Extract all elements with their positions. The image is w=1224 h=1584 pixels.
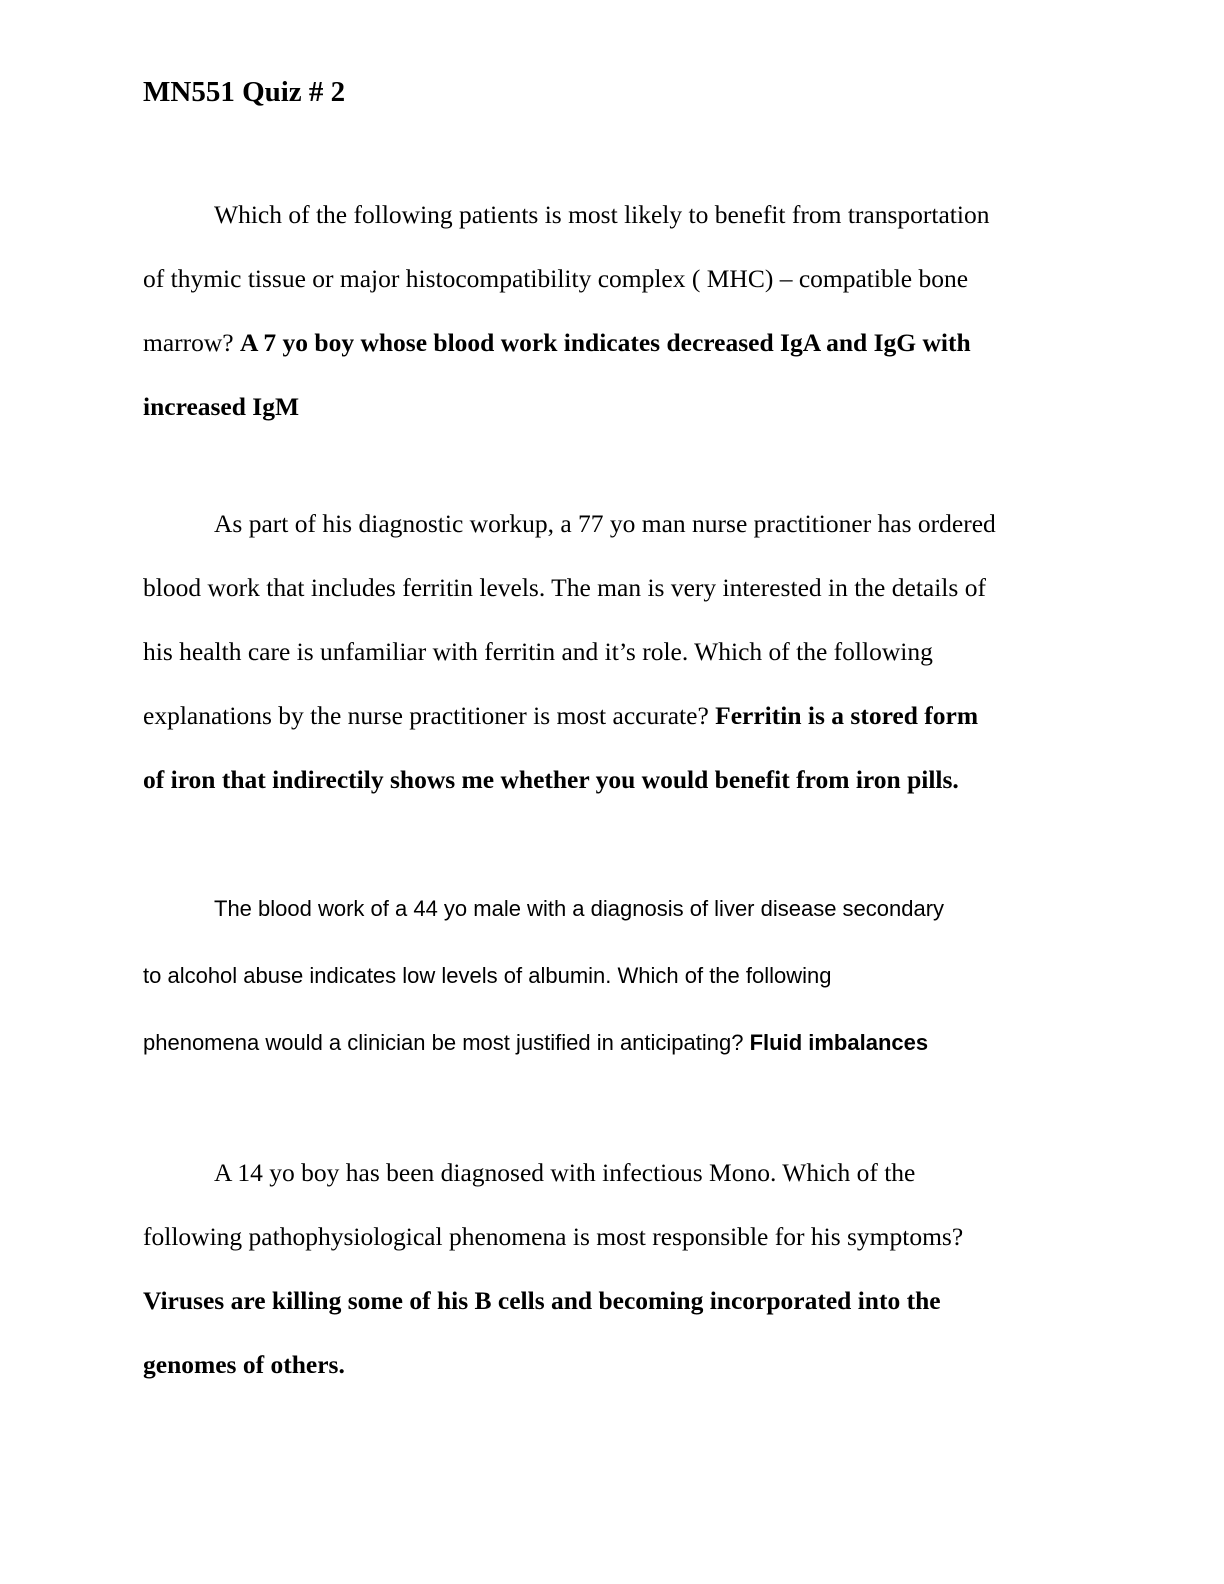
question-4-paragraph [143,1141,963,1397]
question-2-line-4: explanations by the nurse practitioner is most accurate? [143,701,716,730]
question-1-line-2: of thymic tissue or major histocompatibility complex ( MHC) – compatible bone [143,264,969,293]
question-2-line-1: As part of his diagnostic workup, a 77 yo man nurse practitioner has ordered [214,509,996,538]
page-title: MN551 Quiz # 2 [143,76,346,108]
question-2-answer-line-1: Ferritin is a stored form [715,701,979,730]
question-4-answer-line-2: genomes of others. [143,1350,345,1379]
question-3-line-2: to alcohol abuse indicates low levels of albumin. Which of the following [143,963,832,988]
question-4-line-2: following pathophysiological phenomena is most responsible for his symptoms? [143,1222,964,1251]
question-2-answer-line-2: of iron that indirectily shows me whether you would benefit from iron pills. [143,765,959,794]
question-2-paragraph [143,492,996,812]
question-2-line-3: his health care is unfamiliar with ferritin and it’s role. Which of the following [143,637,933,666]
question-1-line-1: Which of the following patients is most likely to benefit from transportation [214,200,990,229]
question-3-line-1: The blood work of a 44 yo male with a diagnosis of liver disease secondary [214,896,945,921]
question-3-line-3: phenomena would a clinician be most justified in anticipating? [143,1030,750,1055]
question-1-paragraph [143,183,989,439]
question-2-line-2: blood work that includes ferritin levels. The man is very interested in the details of [143,573,986,602]
question-4-answer-line-1: Viruses are killing some of his B cells and becoming incorporated into the [143,1286,941,1315]
question-4-line-1: A 14 yo boy has been diagnosed with infectious Mono. Which of the [214,1158,916,1187]
question-1-answer-line-2: increased IgM [143,392,300,421]
question-1-line-3: marrow? [143,328,240,357]
question-3-paragraph [143,875,944,1076]
question-1-answer-line-1: A 7 yo boy whose blood work indicates decreased IgA and IgG with [240,328,971,357]
question-3-answer-line-1: Fluid imbalances [749,1030,929,1055]
